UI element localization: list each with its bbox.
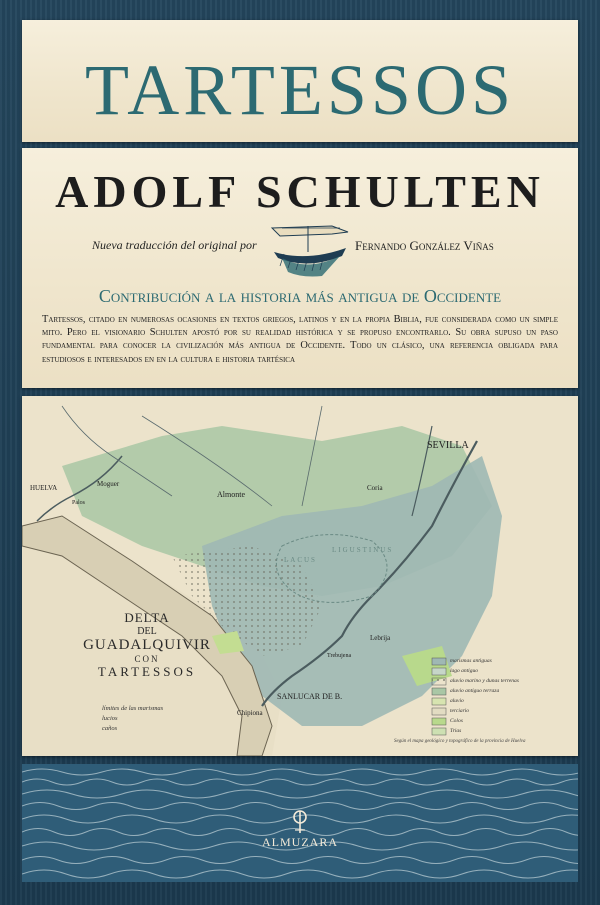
info-panel bbox=[22, 148, 578, 388]
book-subtitle: Contribución a la historia más antigua de Occidente bbox=[98, 286, 502, 306]
place-lebrija: Lebrija bbox=[370, 634, 391, 642]
place-chipiona: Chipiona bbox=[237, 709, 263, 717]
map-heading-3: GUADALQUIVIR bbox=[83, 637, 211, 653]
legend-left-item: límites de las marismas bbox=[102, 705, 164, 712]
author-name: ADOLF SCHULTEN bbox=[55, 166, 545, 217]
map-heading-4: CON bbox=[134, 654, 160, 664]
legend-right-item: aluvio bbox=[450, 698, 464, 704]
place-sevilla: SEVILLA bbox=[427, 440, 469, 451]
map-legend-right-labels bbox=[450, 656, 519, 736]
place-lacus: LACUS bbox=[284, 556, 317, 564]
legend-right-item: aluvio marino y dunas terrenas bbox=[450, 678, 519, 684]
translation-label: Nueva traducción del original por bbox=[92, 238, 257, 252]
place-coria: Coria bbox=[367, 484, 383, 492]
ship-icon bbox=[262, 218, 352, 280]
legend-right-item: Colos bbox=[450, 718, 463, 724]
book-description: Tartessos, citado en numerosas ocasiones en textos griegos, latinos y en la propia Biblia, fue considerada como un simple mito. Pero el visionario Schulten apostó por su realidad histórica y se propuso encontrarlo. Su obra supuso un paso fundamental para conocer la civilización más antigua de Occidente. Todo un clásico, una referencia obligada para estudiosos e interesados en en la cultura e historia tartésica bbox=[42, 314, 558, 365]
place-ligustinus: LIGUSTINUS bbox=[332, 546, 394, 554]
map-heading bbox=[82, 610, 212, 680]
delta-map bbox=[22, 396, 578, 756]
legend-left-item: lucios bbox=[102, 715, 118, 722]
map-heading-1: DELTA bbox=[124, 610, 170, 625]
map-legend-left bbox=[102, 704, 163, 734]
map-source-note: Según el mapa geológico y topográfico de la provincia de Huelva bbox=[394, 739, 526, 744]
translator-name: Fernando González Viñas bbox=[355, 238, 494, 253]
legend-right-item: Trias bbox=[450, 728, 462, 734]
map-heading-5: TARTESSOS bbox=[97, 664, 197, 679]
legend-right-item: marismas antiguas bbox=[450, 658, 492, 664]
publisher-name: ALMUZARA bbox=[262, 835, 338, 849]
place-huelva: HUELVA bbox=[30, 484, 58, 492]
publisher-logo-icon bbox=[288, 808, 312, 834]
map-heading-2: DEL bbox=[137, 626, 157, 637]
legend-left-item: caños bbox=[102, 725, 118, 732]
legend-right-item: terciario bbox=[450, 708, 470, 714]
title-panel bbox=[22, 20, 578, 142]
legend-right-item: aluvio antiguo terraza bbox=[450, 688, 500, 694]
place-trebujena: Trebujena bbox=[327, 653, 352, 659]
place-sanlucar: SANLUCAR DE B. bbox=[277, 692, 343, 701]
translation-row bbox=[22, 218, 578, 282]
book-title: TARTESSOS bbox=[85, 50, 515, 130]
legend-right-item: lago antiguo bbox=[450, 668, 478, 674]
place-palos: Palos bbox=[72, 500, 86, 506]
place-moguer: Moguer bbox=[97, 480, 120, 488]
place-almonte: Almonte bbox=[217, 490, 245, 499]
